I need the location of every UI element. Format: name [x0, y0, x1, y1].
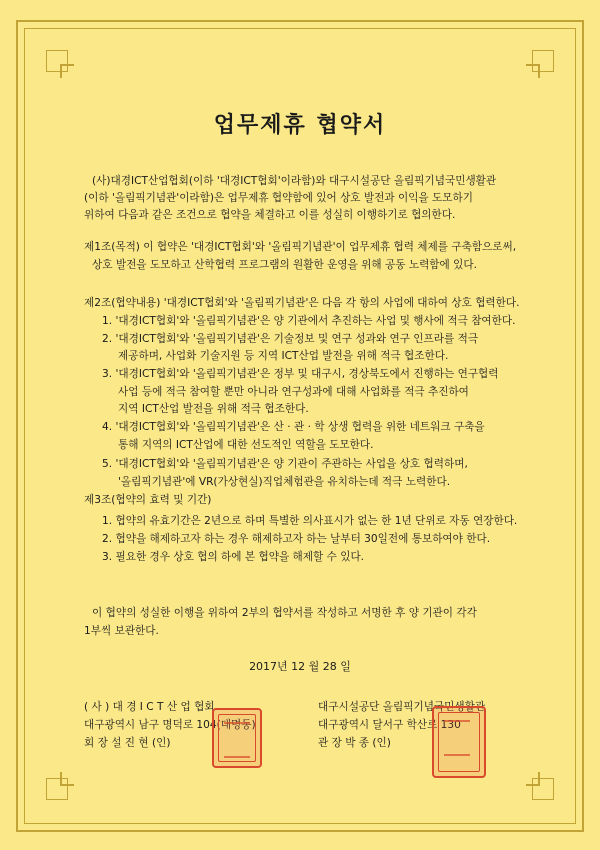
left-party-signer: 회 장 설 진 현 (인): [84, 737, 171, 749]
article2-item: 1. '대경ICT협회'와 '올림픽기념관'은 양 기관에서 추진하는 사업 및 행사에 적극 참여한다.: [102, 315, 516, 327]
corner-bracket: [526, 772, 540, 786]
preamble-line: (이하 '올림픽기념관'이라함)은 업무제휴 협약함에 있어 상호 발전과 이익을 도모하기: [84, 192, 473, 204]
right-party-org: 대구시설공단 올림픽기념국민생활관: [318, 701, 486, 713]
article3-item: 2. 협약을 해제하고자 하는 경우 해제하고자 하는 날부터 30일전에 통보하여야 한다.: [102, 533, 491, 545]
article2-heading: 제2조(협약내용) '대경ICT협회'와 '올림픽기념관'은 다음 각 항의 사업에 대하여 상호 협력한다.: [84, 297, 520, 309]
article2-item: 5. '대경ICT협회'와 '올림픽기념관'은 양 기관이 주관하는 사업을 상호 협력하며,: [102, 458, 468, 470]
article2-item: '올림픽기념관'에 VR(가상현실)직업체험관을 유치하는데 적극 노력한다.: [118, 476, 451, 488]
article3-item: 3. 필요한 경우 상호 협의 하에 본 협약을 해제할 수 있다.: [102, 551, 365, 563]
document-title: 업무제휴 협약서: [213, 113, 387, 138]
article1-line: 제1조(목적) 이 협약은 '대경ICT협회'와 '올림픽기념관'이 업무제휴 협력 체제를 구축함으로써,: [84, 241, 517, 253]
right-seal-stamp: [432, 706, 486, 778]
right-party-address: 대구광역시 달서구 학산로 130: [318, 719, 461, 731]
left-party-address: 대구광역시 남구 명덕로 104(대명동): [84, 719, 256, 731]
corner-bracket: [526, 64, 540, 78]
article2-item: 지역 ICT산업 발전을 위해 적극 협조한다.: [118, 403, 309, 415]
article3-heading: 제3조(협약의 효력 및 기간): [84, 494, 212, 506]
article2-item: 사업 등에 적극 참여할 뿐만 아니라 연구성과에 대해 사업화를 적극 추진하여: [118, 386, 469, 398]
article2-item: 통해 지역의 ICT산업에 대한 선도적인 역할을 도모한다.: [118, 439, 374, 451]
right-party-signer: 관 장 박 종 (인): [318, 737, 391, 749]
closing-line: 1부씩 보관한다.: [84, 625, 159, 637]
article3-item: 1. 협약의 유효기간은 2년으로 하며 특별한 의사표시가 없는 한 1년 단위로 자동 연장한다.: [102, 515, 518, 527]
closing-line: 이 협약의 성실한 이행을 위하여 2부의 협약서를 작성하고 서명한 후 양 기관이 각각: [92, 607, 477, 619]
signing-date: 2017년 12 월 28 일: [249, 660, 351, 673]
preamble-line: 위하여 다음과 같은 조건으로 협약을 체결하고 이를 성실히 이행하기로 협의한다.: [84, 209, 456, 221]
article2-item: 제공하며, 사업화 기술지원 등 지역 ICT산업 발전을 위해 적극 협조한다.: [118, 350, 449, 362]
left-party-org: ( 사 ) 대 경 I C T 산 업 협회: [84, 701, 215, 713]
article2-item: 4. '대경ICT협회'와 '올림픽기념관'은 산 · 관 · 학 상생 협력을 위한 네트워크 구축을: [102, 421, 485, 433]
article2-item: 3. '대경ICT협회'와 '올림픽기념관'은 정부 및 대구시, 경상북도에서 진행하는 연구협력: [102, 368, 499, 380]
article2-item: 2. '대경ICT협회'와 '올림픽기념관'은 기술정보 및 연구 성과와 연구 인프라를 적극: [102, 333, 479, 345]
preamble-line: (사)대경ICT산업협회(이하 '대경ICT협회'이라함)와 대구시설공단 올림픽기념국민생활관: [92, 175, 497, 187]
corner-bracket: [60, 772, 74, 786]
left-seal-stamp: [212, 708, 262, 768]
corner-bracket: [60, 64, 74, 78]
article1-line: 상호 발전을 도모하고 산학협력 프로그램의 원활한 운영을 위해 공동 노력함에 있다.: [92, 259, 477, 271]
